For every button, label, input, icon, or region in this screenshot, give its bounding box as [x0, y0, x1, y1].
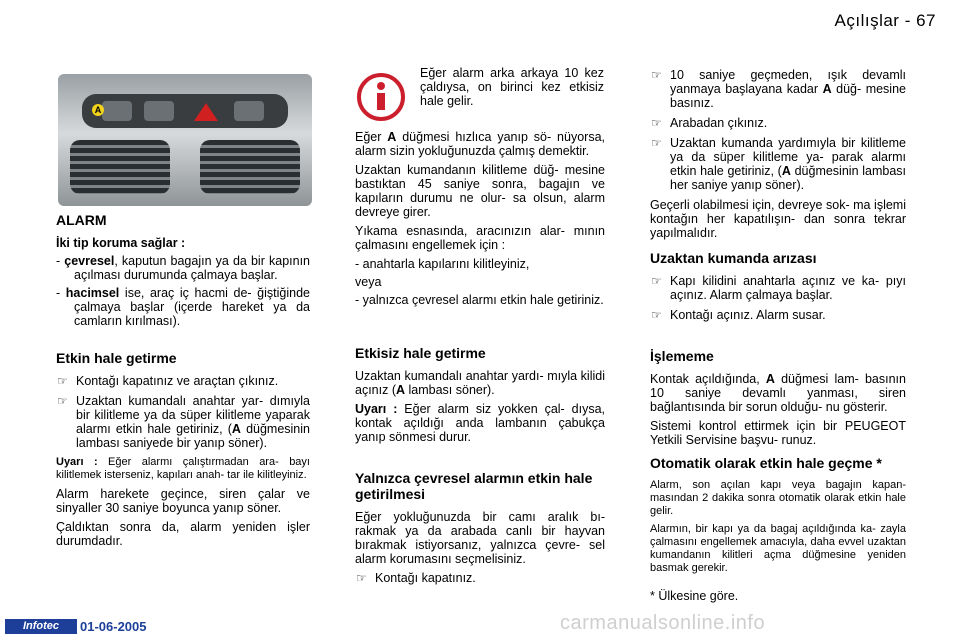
- dash-item-volumetric: - hacimsel ise, araç iç hacmi de- ğiştiğinde çalmaya başlar (içerde hareket ya da camların kırılması).: [56, 286, 310, 328]
- auto-activation-heading: Otomatik olarak etkin hale geçme *: [650, 455, 882, 471]
- alarm-heading: ALARM: [56, 212, 107, 228]
- info-icon: [356, 72, 406, 122]
- deactivate-heading: Etkisiz hale getirme: [355, 345, 486, 361]
- or-text: veya: [355, 275, 382, 289]
- para-key: A: [765, 372, 775, 386]
- warning-note: [56, 456, 310, 482]
- bullet-text: Kontağı açınız. Alarm susar.: [670, 308, 826, 322]
- bullet-text-pre: 10 saniye geçmeden, ışık devamlı yanmaya başlayana kadar: [670, 68, 906, 96]
- activate-heading: Etkin hale getirme: [56, 350, 177, 366]
- paragraph: Alarmın, bir kapı ya da bagaj açıldığında ka- zayla çalmasını engellemek amacıyla, daha evvel uzaktan kumandanın kilitleri açma düğmesine yeniden basmak gerekir.: [650, 523, 906, 574]
- list-item: [650, 308, 906, 322]
- remote-fault-heading: Uzaktan kumanda arızası: [650, 250, 817, 266]
- panel-button: [144, 101, 174, 121]
- para-post: lambası söner).: [405, 383, 495, 397]
- paragraph: Çaldıktan sonra da, alarm yeniden işler durumdadır.: [56, 520, 310, 548]
- hand-pointer-icon: ☞: [651, 308, 662, 322]
- para-pre: Uzaktan kumandalı anahtar yardı- mıyla kilidi açınız (: [355, 369, 605, 397]
- perimeter-term: çevresel: [64, 254, 115, 268]
- column-3: [650, 68, 906, 608]
- bullet-text-pre: Uzaktan kumandalı anahtar yar- dımıyla bir kilitleme ya da süper kilitleme yaparak alarmı etkin hale getiriniz, (: [76, 394, 310, 436]
- list-item: [650, 274, 906, 302]
- paragraph: Alarm, son açılan kapı veya bagajın kapan- masından 2 dakika sonra otomatik olarak etkin hale gelir.: [650, 479, 906, 517]
- para-key: A: [396, 383, 406, 397]
- bullet-text-post: düğ- mesine basınız.: [670, 82, 906, 110]
- volumetric-desc: ise, araç iç hacmi de- ğiştiğinde çalmaya başlar (içerde hareket ya da camların kırılması).: [74, 286, 310, 328]
- paragraph: Sistemi kontrol ettirmek için bir PEUGEOT Yetkili Servisine başvu- runuz.: [650, 419, 906, 447]
- bullet-text: Kontağı kapatınız.: [375, 571, 476, 585]
- column-2: [355, 130, 605, 591]
- dash-item-perimeter: - çevresel, kaputun bagajın ya da bir kapının açılması durumunda çalmaya başlar.: [56, 254, 310, 282]
- page-title: Açılışlar - 67: [834, 11, 936, 30]
- info-note-text: Eğer alarm arka arkaya 10 kez çaldıysa, on birinci kez etkisiz hale gelir.: [420, 66, 604, 108]
- alarm-button-badge: A: [92, 104, 104, 116]
- infotec-logo: Infotec: [5, 619, 77, 634]
- para-key: A: [387, 130, 397, 144]
- air-vent: [70, 140, 170, 194]
- bullet-key: A: [822, 82, 832, 96]
- hazard-icon: [194, 103, 218, 121]
- dash-item: - yalnızca çevresel alarmı etkin hale getiriniz.: [355, 293, 604, 307]
- hand-pointer-icon: ☞: [57, 394, 68, 408]
- para-pre: Eğer: [355, 130, 388, 144]
- list-item: [355, 571, 605, 585]
- bullet-text-post: düğmesinin lambası her saniye yanıp söner).: [670, 164, 906, 192]
- list-item: [650, 116, 906, 130]
- perimeter-only-heading: Yalnızca çevresel alarmın etkin hale getirilmesi: [355, 470, 593, 502]
- hand-pointer-icon: ☞: [651, 274, 662, 288]
- warning-note: [355, 402, 605, 444]
- button-panel: [82, 94, 288, 128]
- para-post: düğmesi lam- basının 10 saniye devamlı yanması, siren bağlantısında bir sorun olduğu- nu gösterir.: [650, 372, 906, 414]
- bullet-text: Kapı kilidini anahtarla açınız ve ka- pıyı açınız. Alarm çalmaya başlar.: [670, 274, 906, 302]
- bullet-text: Arabadan çıkınız.: [670, 116, 768, 130]
- malfunction-heading: İşlememe: [650, 348, 714, 364]
- column-1: [56, 212, 310, 553]
- dash-item: - anahtarla kapılarını kilitleyiniz,: [355, 257, 530, 271]
- bullet-key: A: [781, 164, 791, 178]
- paragraph: [355, 130, 605, 158]
- bullet-text-pre: Uzaktan kumanda yardımıyla bir kilitleme ya da süper kilitleme ya- parak alarmı etkin hale getiriniz, (: [670, 136, 906, 178]
- bullet-text-post: düğmesinin lambası saniyede bir yanıp söner).: [76, 422, 310, 450]
- warning-label: Uyarı :: [355, 402, 398, 416]
- list-item: [56, 374, 310, 388]
- warning-text: Eğer alarm siz yokken çal- dıysa, kontak açıldığı anda lambanın çabukça yanıp sönmesi durur.: [355, 402, 606, 444]
- panel-button: [234, 101, 264, 121]
- watermark: carmanualsonline.info: [560, 612, 766, 634]
- paragraph: Geçerli olabilmesi için, devreye sok- ma işlemi kontağın her kapatılışın- dan sonra tekrar yapılmalıdır.: [650, 198, 906, 240]
- paragraph: Alarm harekete geçince, siren çalar ve sinyaller 30 saniye boyunca yanıp söner.: [56, 487, 310, 515]
- bullet-text: Kontağı kapatınız ve araçtan çıkınız.: [76, 374, 279, 388]
- hand-pointer-icon: ☞: [651, 116, 662, 130]
- paragraph: Yıkama esnasında, aracınızın alar- mının çalmasını engellemek için :: [355, 224, 605, 252]
- list-item: [56, 394, 310, 450]
- paragraph: Eğer yokluğunuzda bir camı aralık bı- rakmak ya da arabada canlı bir hayvan bırakmak istiyorsanız, yalnızca çevre- sel alarm korumasını seçmelisiniz.: [355, 510, 605, 566]
- footer-date: 01-06-2005: [80, 619, 147, 634]
- paragraph: [355, 369, 605, 397]
- hand-pointer-icon: ☞: [356, 571, 367, 585]
- perimeter-desc: , kaputun bagajın ya da bir kapının açılması durumunda çalmaya başlar.: [74, 254, 310, 282]
- paragraph: [650, 372, 906, 414]
- para-pre: Kontak açıldığında,: [650, 372, 766, 386]
- warning-label: Uyarı :: [56, 456, 98, 468]
- paragraph: Uzaktan kumandanın kilitleme düğ- mesine bastıktan 45 saniye sonra, bagajın ve kapıların durumu ne olur- sa olsun, alarm devreye girer.: [355, 163, 605, 219]
- info-note: [420, 66, 604, 113]
- air-vent: [200, 140, 300, 194]
- dashboard-photo: [58, 74, 312, 206]
- list-item: [650, 68, 906, 110]
- hand-pointer-icon: ☞: [57, 374, 68, 388]
- protection-subheading: İki tip koruma sağlar :: [56, 236, 186, 250]
- hand-pointer-icon: ☞: [651, 136, 662, 150]
- warning-text: Eğer alarmı çalıştırmadan ara- bayı kilitlemek isterseniz, kapıları anah- tar ile kilitleyiniz.: [56, 456, 310, 481]
- volumetric-term: hacimsel: [65, 286, 120, 300]
- hand-pointer-icon: ☞: [651, 68, 662, 82]
- list-item: [650, 136, 906, 192]
- footnote: * Ülkesine göre.: [650, 589, 739, 603]
- panel-button: [102, 101, 132, 121]
- para-post: düğmesi hızlıca yanıp sö- nüyorsa, alarm sizin yokluğunuzda çalmış demektir.: [355, 130, 605, 158]
- bullet-key: A: [231, 422, 241, 436]
